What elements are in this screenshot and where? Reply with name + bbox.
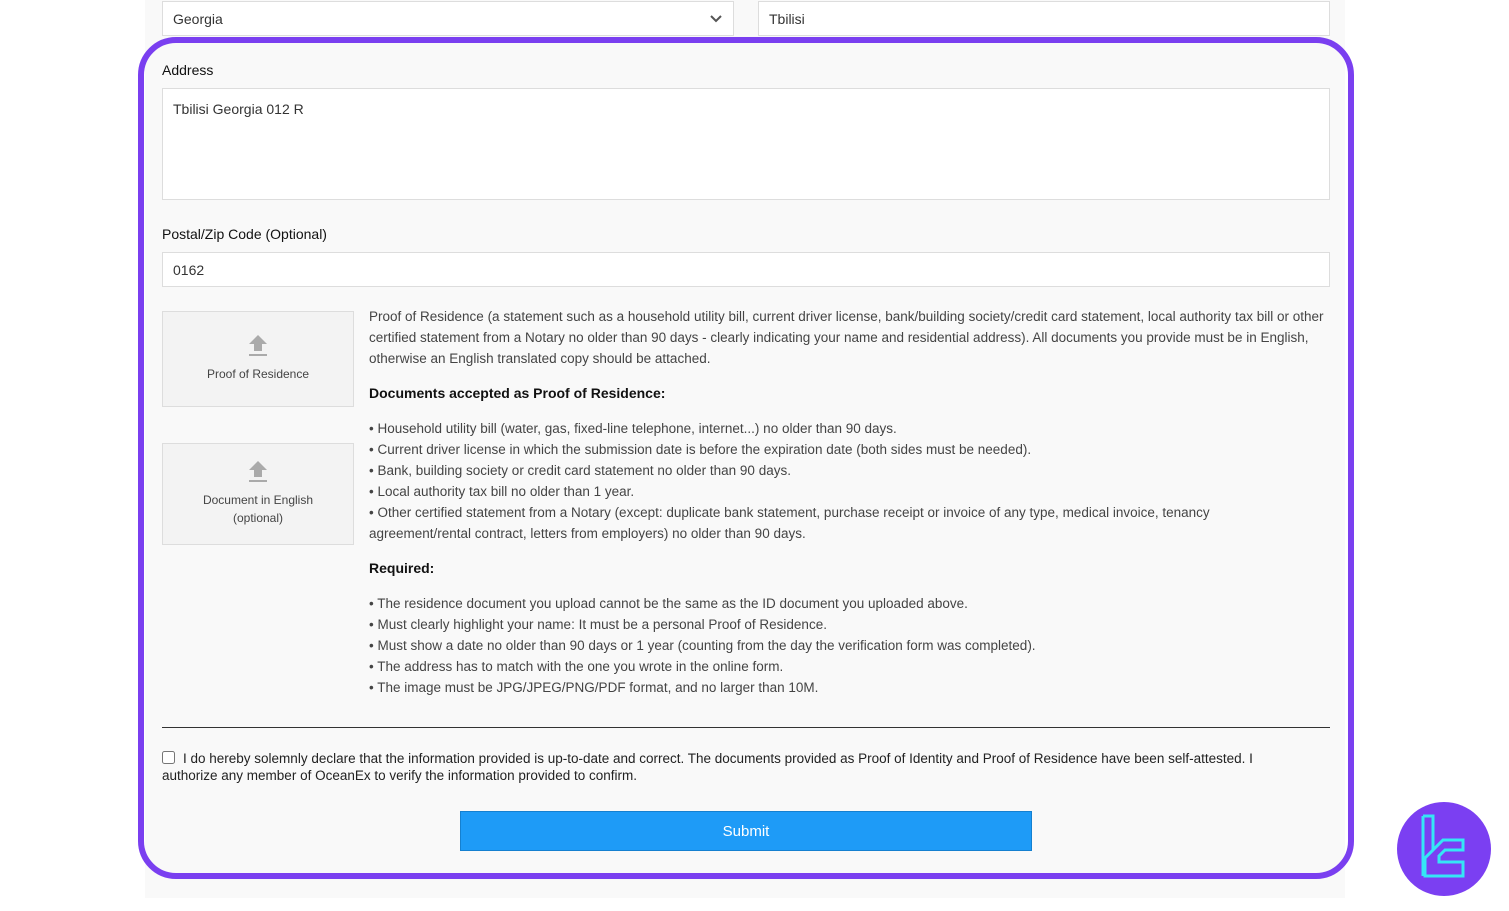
required-item: • Must clearly highlight your name: It must be a personal Proof of Residence. [369, 617, 827, 632]
intro-text: Proof of Residence (a statement such as a household utility bill, current driver license, bank/building society/credit card statement, local authority tax bill or other certified statement from a Notary no older than 90 days - clearly indicating your name and residential address). All documents you provide must be in English, otherwise an English translated copy should be attached. [369, 309, 1324, 366]
accepted-item: • Bank, building society or credit card statement no older than 90 days. [369, 463, 791, 478]
divider [162, 727, 1330, 728]
upload-icon [248, 461, 268, 483]
upload-proof-of-residence[interactable] [162, 311, 354, 407]
address-textarea[interactable] [162, 88, 1330, 200]
city-value: Tbilisi [769, 10, 805, 27]
address-value: Tbilisi Georgia 012 R [173, 101, 304, 117]
accepted-item: • Current driver license in which the submission date is before the expiration date (both sides must be needed). [369, 442, 1032, 457]
accepted-item: • Local authority tax bill no older than 1 year. [369, 484, 635, 499]
country-select[interactable] [162, 1, 734, 36]
submit-button[interactable]: Submit [460, 811, 1032, 851]
required-item: • The image must be JPG/JPEG/PNG/PDF format, and no larger than 10M. [369, 680, 819, 695]
accepted-item: • Household utility bill (water, gas, fixed-line telephone, internet...) no older than 90 days. [369, 421, 897, 436]
chevron-down-icon [709, 14, 723, 24]
logo-icon [1397, 802, 1491, 896]
declaration-checkbox[interactable] [162, 751, 175, 764]
postal-value: 0162 [173, 261, 205, 278]
city-input[interactable] [758, 1, 1330, 36]
address-label: Address [162, 62, 214, 78]
upload-icon [248, 335, 268, 357]
postal-label: Postal/Zip Code (Optional) [162, 226, 327, 242]
upload-sublabel: (optional) [232, 511, 284, 525]
required-item: • The address has to match with the one you wrote in the online form. [369, 659, 784, 674]
upload-document-in-english[interactable] [162, 443, 354, 545]
declaration-text: I do hereby solemnly declare that the information provided is up-to-date and correct. The documents provided as Proof of Identity and Proof of Residence have been self-attested. I authorize any member of OceanEx to verify the information provided to confirm. [162, 751, 1253, 783]
required-item: • The residence document you upload cannot be the same as the ID document you uploaded above. [369, 596, 968, 611]
accepted-title: Documents accepted as Proof of Residence: [369, 385, 666, 401]
required-item: • Must show a date no older than 90 days or 1 year (counting from the day the verification form was completed). [369, 638, 1036, 653]
instructions [369, 306, 1331, 698]
postal-input[interactable] [162, 252, 1330, 287]
upload-label: Document in English [202, 493, 314, 507]
declaration [162, 750, 1292, 784]
upload-label: Proof of Residence [206, 367, 310, 381]
country-value: Georgia [173, 10, 223, 27]
required-title: Required: [369, 560, 435, 576]
accepted-item: • Other certified statement from a Notary (except: duplicate bank statement, purchase receipt or invoice of any type, medical invoice, tenancy agreement/rental contract, letters from employers) no older than 90 days. [369, 505, 1210, 541]
brand-logo [1397, 802, 1491, 896]
